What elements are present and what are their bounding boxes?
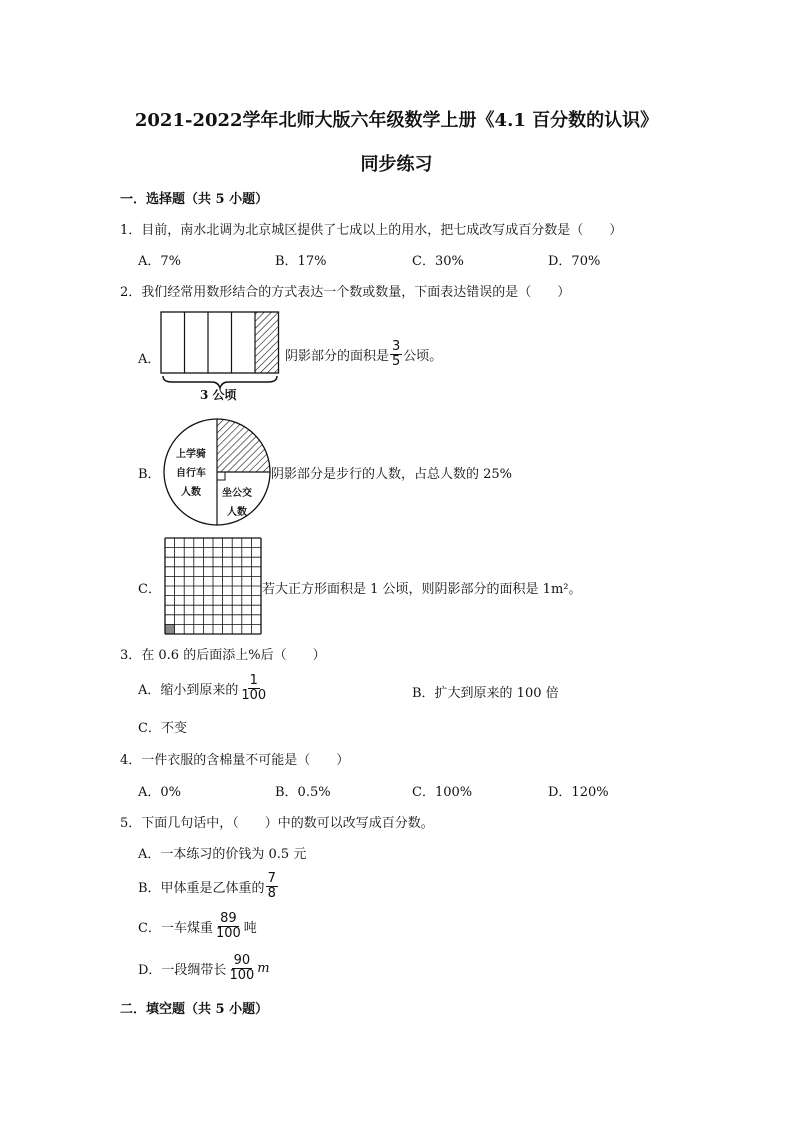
q2-option-b-text: 阴影部分是步行的人数，占总人数的 25% xyxy=(271,467,513,482)
question-5-stem: 5．下面几句话中，（ ）中的数可以改写成百分数。 xyxy=(120,816,434,831)
question-1-stem: 1．目前，南水北调为北京城区提供了七成以上的用水，把七成改写成百分数是（ ） xyxy=(120,223,623,238)
question-4-stem: 4．一件衣服的含棉量不可能是（ ） xyxy=(120,753,350,768)
page-subtitle: 同步练习 xyxy=(360,154,433,175)
pie-label-bike: 上学骑 自行车 人数 xyxy=(176,449,206,498)
fraction: $\frac{7}{8}$ xyxy=(267,871,276,901)
q4-option-b: B．0.5% xyxy=(275,785,331,800)
fraction: $\frac{1}{100}$ xyxy=(241,673,267,703)
hundred-grid-diagram xyxy=(164,537,264,637)
q2-option-c-label: C． xyxy=(138,582,161,597)
q4-option-d: D．120% xyxy=(548,785,609,800)
fraction: $\frac{89}{100}$ xyxy=(215,911,241,941)
q4-option-a: A．0% xyxy=(138,785,182,800)
page-title: 2021-2022学年北师大版六年级数学上册《4.1 百分数的认识》 xyxy=(134,110,659,131)
q2-option-a-text: 阴影部分的面积是 $\frac{3}{5}$ 公顷。 xyxy=(285,339,443,369)
q5-option-d: D．一段绸带长 $\frac{90}{100}$ m xyxy=(138,953,270,983)
fraction: $\frac{90}{100}$ xyxy=(229,953,255,983)
section-heading-fill: 二．填空题（共 5 小题） xyxy=(120,1002,269,1017)
q1-option-a: A．7% xyxy=(138,254,182,269)
q3-option-b: B．扩大到原来的 100 倍 xyxy=(412,686,559,701)
grid-shaded-cell xyxy=(165,624,175,634)
q5-option-c: C．一车煤重 $\frac{89}{100}$ 吨 xyxy=(138,911,257,941)
question-3-stem: 3．在 0.6 的后面添上%后（ ） xyxy=(120,648,326,663)
q5-option-b: B．甲体重是乙体重的 $\frac{7}{8}$ xyxy=(138,871,276,901)
q4-option-c: C．100% xyxy=(412,785,473,800)
pie-shaded-quarter xyxy=(217,419,270,472)
question-2-stem: 2．我们经常用数形结合的方式表达一个数或数量，下面表达错误的是（ ） xyxy=(120,285,571,300)
q3-option-c: C．不变 xyxy=(138,721,187,736)
q5-option-a: A．一本练习的价钱为 0.5 元 xyxy=(138,847,307,862)
q1-option-d: D．70% xyxy=(548,254,601,269)
q2-option-a-label: A． xyxy=(138,352,161,367)
fraction: $\frac{3}{5}$ xyxy=(392,339,401,369)
strip-shaded-part xyxy=(255,312,279,373)
q3-option-a: A．缩小到原来的 $\frac{1}{100}$ xyxy=(138,673,267,703)
q1-option-c: C．30% xyxy=(412,254,464,269)
q2-option-b-label: B． xyxy=(138,467,161,482)
pie-label-bus: 坐公交 人数 xyxy=(222,488,252,518)
section-heading-choice: 一．选择题（共 5 小题） xyxy=(120,192,269,207)
strip-brace-label: 3 公顷 xyxy=(200,388,237,402)
q2-option-c-text: 若大正方形面积是 1 公顷，则阴影部分的面积是 1m²。 xyxy=(262,582,582,597)
q1-option-b: B．17% xyxy=(275,254,327,269)
